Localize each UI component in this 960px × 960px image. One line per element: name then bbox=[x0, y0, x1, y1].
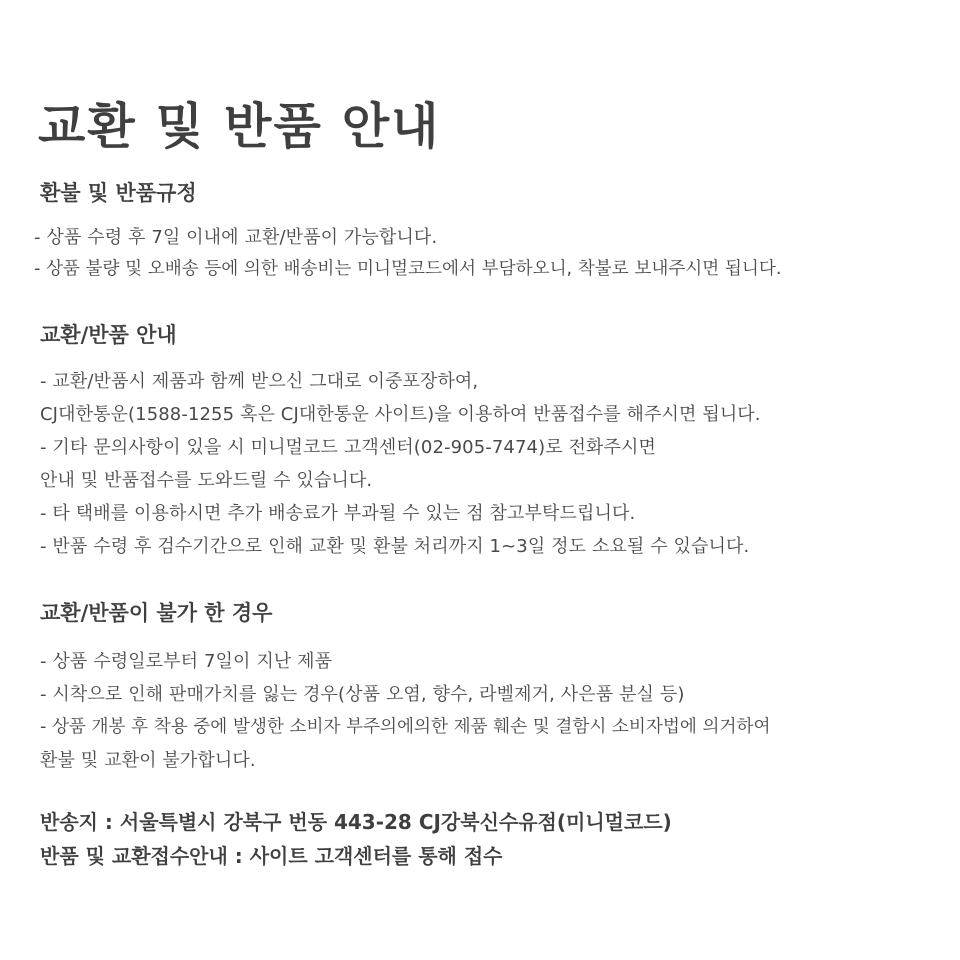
refund-policy-line: - 상품 불량 및 오배송 등에 의한 배송비는 미니멀코드에서 부담하오니, 착불로 보내주시면 됩니다. bbox=[34, 259, 782, 279]
section-title-exchange-guide: 교환/반품 안내 bbox=[40, 323, 177, 347]
page-title: 교환 및 반품 안내 bbox=[38, 98, 441, 155]
not-allowed-line: 환불 및 교환이 불가합니다. bbox=[40, 750, 256, 771]
exchange-guide-line: - 타 택배를 이용하시면 추가 배송료가 부과될 수 있는 점 참고부탁드립니다. bbox=[40, 503, 636, 524]
exchange-guide-line: CJ대한통운(1588-1255 혹은 CJ대한통운 사이트)을 이용하여 반품접수를 해주시면 됩니다. bbox=[40, 404, 761, 425]
section-title-refund-policy: 환불 및 반품규정 bbox=[40, 181, 197, 205]
exchange-guide-line: - 반품 수령 후 검수기간으로 인해 교환 및 환불 처리까지 1~3일 정도 소요될 수 있습니다. bbox=[40, 536, 750, 557]
return-contact: 반품 및 교환접수안내 : 사이트 고객센터를 통해 접수 bbox=[40, 844, 503, 868]
refund-policy-line: - 상품 수령 후 7일 이내에 교환/반품이 가능합니다. bbox=[34, 227, 438, 248]
not-allowed-line: - 상품 개봉 후 착용 중에 발생한 소비자 부주의에의한 제품 훼손 및 결함시 소비자법에 의거하여 bbox=[40, 717, 771, 737]
not-allowed-line: - 시착으로 인해 판매가치를 잃는 경우(상품 오염, 향수, 라벨제거, 사은품 분실 등) bbox=[40, 684, 685, 705]
section-title-not-allowed: 교환/반품이 불가 한 경우 bbox=[40, 601, 273, 625]
not-allowed-line: - 상품 수령일로부터 7일이 지난 제품 bbox=[40, 651, 333, 672]
exchange-guide-line: - 기타 문의사항이 있을 시 미니멀코드 고객센터(02-905-7474)로 전화주시면 bbox=[40, 437, 656, 458]
exchange-guide-line: 안내 및 반품접수를 도와드릴 수 있습니다. bbox=[40, 470, 373, 491]
exchange-guide-line: - 교환/반품시 제품과 함께 받으신 그대로 이중포장하여, bbox=[40, 371, 479, 392]
return-address: 반송지 : 서울특별시 강북구 번동 443-28 CJ강북신수유점(미니멀코드) bbox=[40, 810, 672, 834]
